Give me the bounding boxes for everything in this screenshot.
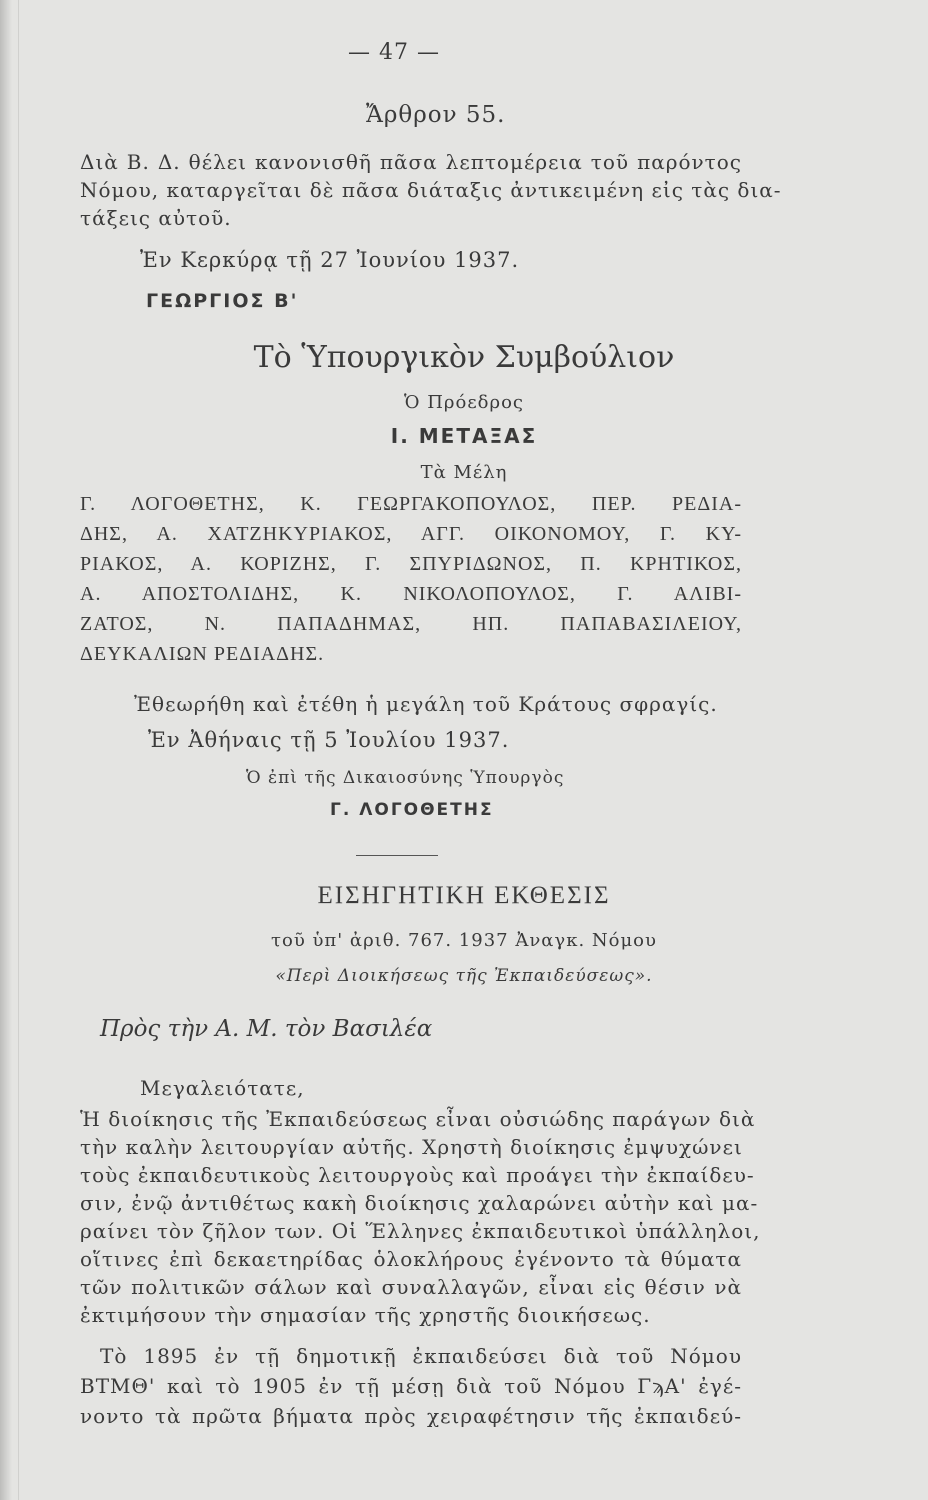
paragraph-line: οἵτινες ἐπὶ δεκαετηρίδας ὁλοκλήρους ἐγένοντο τὰ θύματα <box>80 1247 742 1271</box>
report-subject: «Περὶ Διοικήσεως τῆς Ἐκπαιδεύσεως». <box>275 966 653 986</box>
page-edge-line <box>18 0 19 1500</box>
members-line: Α. ΑΠΟΣΤΟΛΙΔΗΣ, Κ. ΝΙΚΟΛΟΠΟΥΛΟΣ, Γ. ΑΛΙΒΙ- <box>80 583 742 605</box>
place-date: Ἐν Κερκύρᾳ τῇ 27 Ἰουνίου 1937. <box>140 248 520 272</box>
paragraph-line: σιν, ἐνῷ ἀντιθέτως κακὴ διοίκησις χαλαρώνει αὐτὴν καὶ μα- <box>80 1191 759 1215</box>
paragraph-line: Ἡ διοίκησις τῆς Ἐκπαιδεύσεως εἶναι οὐσιώδης παράγων διὰ <box>80 1107 756 1131</box>
article-text-line: τάξεις αὐτοῦ. <box>80 206 232 230</box>
council-title: Τὸ Ὑπουργικὸν Συμβούλιον <box>253 340 675 375</box>
seal-text: Ἐθεωρήθη καὶ ἐτέθη ἡ μεγάλη τοῦ Κράτους σφραγίς. <box>134 692 718 716</box>
report-title: ΕΙΣΗΓΗΤΙΚΗ ΕΚΘΕΣΙΣ <box>317 882 611 909</box>
president-label: Ὁ Πρόεδρος <box>404 392 524 413</box>
paragraph-line: ραίνει τὸν ζῆλον των. Οἱ Ἕλληνες ἐκπαιδευτικοὶ ὑπάλληλοι, <box>80 1219 761 1243</box>
paragraph-line: τοὺς ἐκπαιδευτικοὺς λειτουργοὺς καὶ προάγει τὴν ἐκπαίδευ- <box>80 1163 755 1187</box>
minister-name: Γ. ΛΟΓΟΘΕΤΗΣ <box>330 800 494 820</box>
paragraph-line: νοντο τὰ πρῶτα βήματα πρὸς χειραφέτησιν τῆς ἐκπαιδεύ- <box>80 1404 742 1428</box>
report-subtitle: τοῦ ὑπ' ἀριθ. 767. 1937 Ἀναγκ. Νόμου <box>271 930 657 951</box>
article-heading: Ἄρθρον 55. <box>366 102 506 128</box>
minister-label: Ὁ ἐπὶ τῆς Δικαιοσύνης Ὑπουργὸς <box>246 768 565 788</box>
article-text-line: Νόμου, καταργεῖται δὲ πᾶσα διάταξις ἀντικειμένη εἰς τὰς δια- <box>80 178 782 202</box>
members-label: Τὰ Μέλη <box>420 462 508 483</box>
section-divider <box>356 855 438 856</box>
members-line: ΖΑΤΟΣ, Ν. ΠΑΠΑΔΗΜΑΣ, ΗΠ. ΠΑΠΑΒΑΣΙΛΕΙΟΥ, <box>80 613 742 635</box>
members-line: Γ. ΛΟΓΟΘΕΤΗΣ, Κ. ΓΕΩΡΓΑΚΟΠΟΥΛΟΣ, ΠΕΡ. ΡΕΔΙΑ- <box>80 493 742 515</box>
page-number: — 47 — <box>348 40 440 65</box>
addressee: Πρὸς τὴν Α. Μ. τὸν Βασιλέα <box>100 1016 433 1042</box>
paragraph-line: ἐκτιμήσουν τὴν σημασίαν τῆς χρηστῆς διοικήσεως. <box>80 1303 651 1327</box>
article-text-line: Διὰ Β. Δ. θέλει κανονισθῆ πᾶσα λεπτομέρεια τοῦ παρόντος <box>80 150 742 174</box>
seal-place-date: Ἐν Ἀθήναις τῇ 5 Ἰουλίου 1937. <box>148 728 510 752</box>
paragraph-line: τὴν καλὴν λειτουργίαν αὐτῆς. Χρηστὴ διοίκησις ἐμψυχώνει <box>80 1135 743 1159</box>
paragraph-line: τῶν πολιτικῶν σάλων καὶ συναλλαγῶν, εἶναι εἰς θέσιν νὰ <box>80 1275 742 1299</box>
paragraph-line: Τὸ 1895 ἐν τῇ δημοτικῇ ἐκπαιδεύσει διὰ τοῦ Νόμου <box>100 1344 742 1368</box>
members-line: ΔΗΣ, Α. ΧΑΤΖΗΚΥΡΙΑΚΟΣ, ΑΓΓ. ΟΙΚΟΝΟΜΟΥ, Γ. ΚΥ- <box>80 523 742 545</box>
king-signature: ΓΕΩΡΓΙΟΣ Β' <box>146 290 299 312</box>
members-line: ΔΕΥΚΑΛΙΩΝ ΡΕΔΙΑΔΗΣ. <box>80 643 325 665</box>
president-name: Ι. ΜΕΤΑΞΑΣ <box>390 424 538 448</box>
page-binding-shadow <box>0 0 12 1500</box>
salutation: Μεγαλειότατε, <box>140 1076 305 1100</box>
paragraph-line: ΒΤΜΘ' καὶ τὸ 1905 ἐν τῇ μέσῃ διὰ τοῦ Νόμου ΓϡΑ' ἐγέ- <box>80 1374 742 1398</box>
members-line: ΡΙΑΚΟΣ, Α. ΚΟΡΙΖΗΣ, Γ. ΣΠΥΡΙΔΩΝΟΣ, Π. ΚΡΗΤΙΚΟΣ, <box>80 553 742 575</box>
